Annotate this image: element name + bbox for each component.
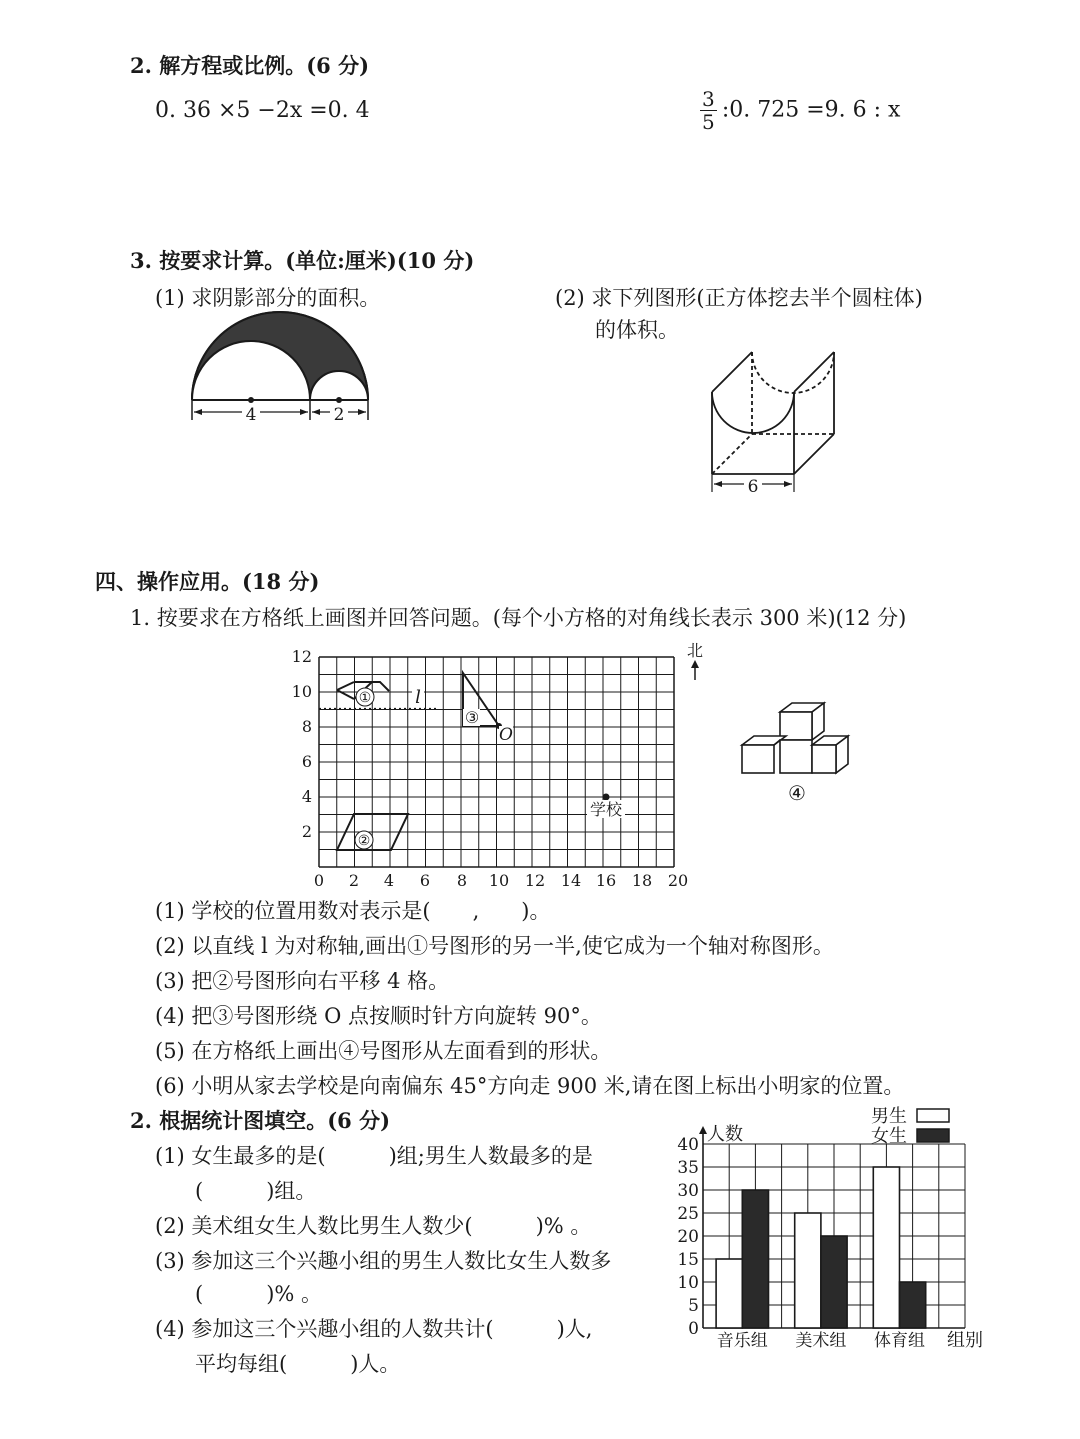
- q1-item-4: (4) 把③号图形绕 O 点按顺时针方向旋转 90°。: [155, 1004, 602, 1028]
- q2-item-1b: ( )组。: [195, 1179, 317, 1203]
- equation-1: 0. 36 ×5 −2x =0. 4: [155, 98, 370, 123]
- x-axis-label: 组别: [947, 1330, 983, 1351]
- category-label: 音乐组: [716, 1331, 768, 1351]
- center-dot-small: [336, 397, 342, 403]
- q2-item-3b: ( )% 。: [195, 1282, 323, 1306]
- equation-2: [700, 88, 900, 133]
- y-tick-label: 30: [677, 1181, 699, 1201]
- category-label: 体育组: [874, 1331, 925, 1351]
- school-label: 学校: [589, 800, 623, 819]
- y-tick-label: 0: [688, 1319, 699, 1339]
- y-tick-6: 6: [301, 752, 312, 771]
- bar-female: [821, 1236, 847, 1328]
- dimension-label-6: 6: [747, 477, 759, 497]
- shape-3-label: ③: [464, 708, 480, 727]
- q1-item-1: (1) 学校的位置用数对表示是( , )。: [155, 899, 551, 923]
- y-tick-10: 10: [291, 682, 312, 701]
- cube-stack-figure: [735, 700, 865, 810]
- y-axis-label: 人数: [707, 1124, 743, 1145]
- q3-part2-line2: 的体积。: [595, 318, 679, 342]
- grid-paper: [290, 640, 710, 895]
- q1-item-3: (3) 把②号图形向右平移 4 格。: [155, 969, 450, 993]
- y-tick-4: 4: [301, 787, 312, 806]
- x-tick-0: 0: [313, 871, 325, 890]
- x-tick-2: 2: [348, 871, 360, 890]
- x-tick-12: 12: [524, 871, 546, 890]
- bar-male: [873, 1167, 899, 1328]
- x-tick-8: 8: [456, 871, 468, 890]
- y-tick-label: 20: [677, 1227, 699, 1247]
- q2-item-4b: 平均每组( )人。: [195, 1352, 401, 1376]
- north-label: 北: [686, 641, 704, 660]
- q2-item-4a: (4) 参加这三个兴趣小组的人数共计( )人,: [155, 1317, 593, 1341]
- x-tick-18: 18: [631, 871, 653, 890]
- dimension-label-2: 2: [333, 405, 345, 425]
- q2-item-1a: (1) 女生最多的是( )组;男生人数最多的是: [155, 1144, 593, 1168]
- q1-item-6: (6) 小明从家去学校是向南偏东 45°方向走 900 米,请在图上标出小明家的位置。: [155, 1074, 905, 1098]
- center-dot-medium: [248, 397, 254, 403]
- y-tick-label: 40: [677, 1135, 699, 1155]
- equation-2-rest: :0. 725 =9. 6 : x: [721, 97, 901, 123]
- y-axis-arrow-icon: [699, 1126, 707, 1134]
- category-label: 美术组: [795, 1331, 847, 1351]
- legend-male-label: 男生: [871, 1106, 907, 1127]
- point-o-label: O: [499, 725, 513, 745]
- q1-item-2: (2) 以直线 l 为对称轴,画出①号图形的另一半,使它成为一个轴对称图形。: [155, 934, 834, 958]
- bar-female: [742, 1190, 768, 1328]
- x-tick-16: 16: [595, 871, 617, 890]
- bar-chart: [665, 1100, 1005, 1360]
- y-tick-8: 8: [301, 717, 312, 736]
- fraction-numerator: 3: [702, 87, 715, 111]
- cube-figure: [700, 340, 850, 500]
- x-tick-4: 4: [383, 871, 395, 890]
- legend-female-swatch: [917, 1129, 949, 1142]
- y-tick-label: 10: [677, 1273, 699, 1293]
- q3-part1: (1) 求阴影部分的面积。: [155, 286, 381, 310]
- s4-q1-title: 1. 按要求在方格纸上画图并回答问题。(每个小方格的对角线长表示 300 米)(12 分): [130, 606, 907, 630]
- x-tick-20: 20: [667, 871, 689, 890]
- q3-part2-line1: (2) 求下列图形(正方体挖去半个圆柱体): [555, 286, 923, 310]
- bar-female: [900, 1282, 926, 1328]
- s4-q2-title: 2. 根据统计图填空。(6 分): [130, 1108, 391, 1133]
- shape-4-label: ④: [788, 781, 806, 805]
- semicircle-figure: [180, 310, 380, 430]
- equation-2-fraction: [700, 88, 717, 133]
- q2-title: 2. 解方程或比例。(6 分): [130, 53, 370, 78]
- y-tick-label: 15: [677, 1250, 699, 1270]
- x-tick-10: 10: [488, 871, 510, 890]
- y-tick-12: 12: [291, 647, 312, 666]
- bar-male: [795, 1213, 821, 1328]
- shape-1-label: ①: [358, 690, 372, 706]
- shape-2-label: ②: [357, 833, 371, 849]
- section4-title: 四、操作应用。(18 分): [95, 569, 320, 594]
- fraction-denominator: 5: [702, 110, 715, 134]
- y-tick-label: 25: [677, 1204, 699, 1224]
- y-tick-label: 5: [688, 1296, 699, 1316]
- q2-item-3a: (3) 参加这三个兴趣小组的男生人数比女生人数多: [155, 1249, 612, 1273]
- legend-female-label: 女生: [871, 1126, 907, 1147]
- line-l-label: l: [415, 687, 421, 708]
- bar-male: [716, 1259, 742, 1328]
- dimension-label-4: 4: [245, 405, 257, 425]
- y-tick-label: 35: [677, 1158, 699, 1178]
- y-tick-2: 2: [301, 822, 312, 841]
- q3-title: 3. 按要求计算。(单位:厘米)(10 分): [130, 248, 475, 273]
- x-tick-6: 6: [419, 871, 431, 890]
- q1-item-5: (5) 在方格纸上画出④号图形从左面看到的形状。: [155, 1039, 612, 1063]
- legend-male-swatch: [917, 1109, 949, 1122]
- q2-item-2: (2) 美术组女生人数比男生人数少( )% 。: [155, 1214, 592, 1238]
- x-tick-14: 14: [560, 871, 582, 890]
